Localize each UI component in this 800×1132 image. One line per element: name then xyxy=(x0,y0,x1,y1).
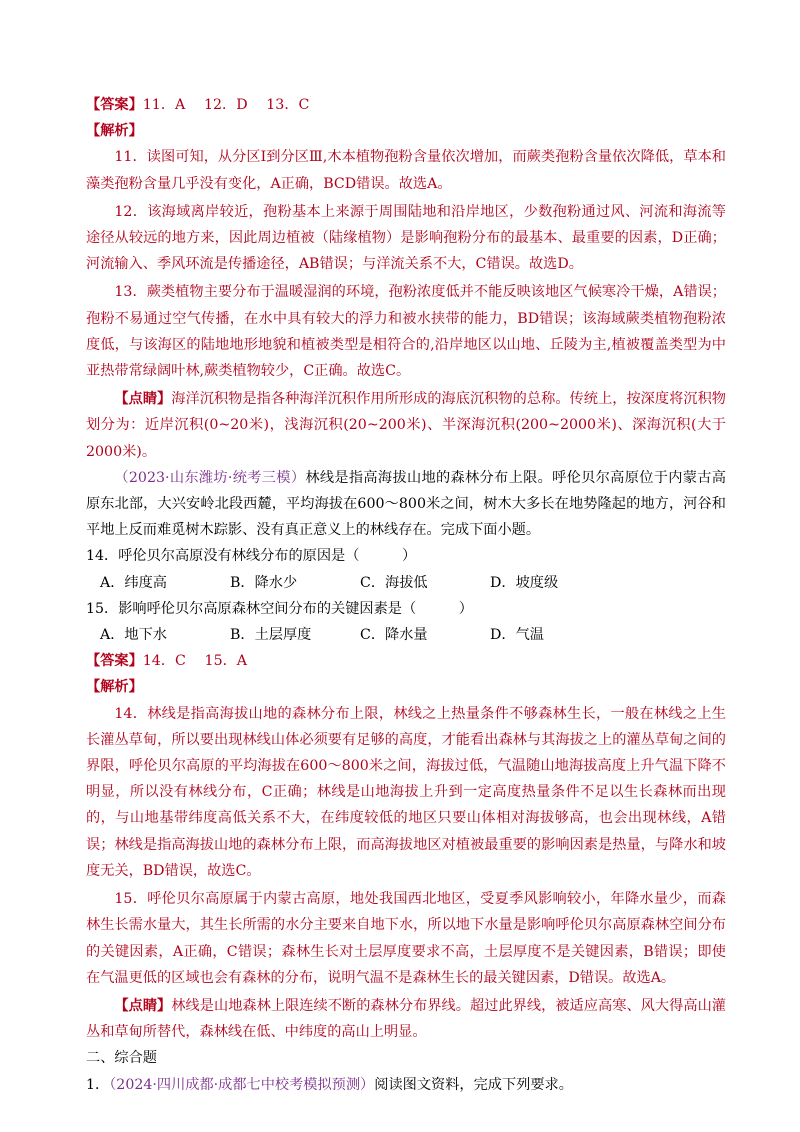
passage xyxy=(86,465,726,544)
option-15-b: B．土层厚度 xyxy=(230,627,312,644)
analysis-q12: 12．该海域离岸较近，孢粉基本上来源于周围陆地和沿岸地区，少数孢粉通过风、河流和海流等途径从较远的地方来，因此周边植被（陆缘植物）是影响孢粉分布的最基本、最重要的因素，D正确；河流输入、季风环流是传播途径，AB错误；与洋流关系不大，C错误。故选D。 xyxy=(86,203,726,273)
option-14-a: A．纬度高 xyxy=(100,574,167,591)
section-heading: 二、综合题 xyxy=(86,1050,157,1067)
analysis-q14: 14．林线是指高海拔山地的森林分布上限，林线之上热量条件不够森林生长，一般在林线之上生长灌丛草甸，所以要出现林线山体必须要有足够的高度，才能看出森林与其海拔之上的灌丛草甸之间的界限，呼伦贝尔高原的平均海拔在600～800米之间，海拔过低，气温随山地海拔高度上升气温下降不明显，所以没有林线分布，C正确；林线是山地海拔上升到一定高度热量条件不足以生长森林而出现的，与山地基带纬度高低关系不大，在纬度较低的地区只要山体相对海拔够高，也会出现林线，A错误；林线是指高海拔山地的森林分布上限，而高海拔地区对植被最重要的影响因素是热量，与降水和坡度无关，BD错误，故选C。 xyxy=(86,705,726,879)
option-14-c: C．海拔低 xyxy=(360,574,428,591)
option-14-b: B．降水少 xyxy=(230,574,298,591)
answer-text: 11．A 12．D 13．C xyxy=(142,97,310,113)
passage-text: 林线是指高海拔山地的森林分布上限。呼伦贝尔高原位于内蒙古高原东北部，大兴安岭北段西麓，平均海拔在600～800米之间，树木大多长在地势隆起的地方，河谷和平地上反而难觅树木踪影、没有真正意义上的林线存在。完成下面小题。 xyxy=(86,469,726,539)
question-1-source: （2024·四川成都·成都七中校考模拟预测） xyxy=(109,1076,375,1093)
question-15-stem: 15．影响呼伦贝尔高原森林空间分布的关键因素是（ ） xyxy=(86,600,473,617)
analysis-q13: 13．蕨类植物主要分布于温暖湿润的环境，孢粉浓度低并不能反映该地区气候寒冷干燥，A错误；孢粉不易通过空气传播，在水中具有较大的浮力和被水挟带的能力，BD错误；该海域蕨类植物孢粉浓度低，与该海区的陆地地形地貌和植被类型是相符合的,沿岸地区以山地、丘陵为主,植被覆盖类型为中亚热带常绿阔叶林,蕨类植物较少，C正确。故选C。 xyxy=(86,284,726,380)
question-1-intro: 1．（2024·四川成都·成都七中校考模拟预测）阅读图文资料，完成下列要求。 xyxy=(86,1076,573,1093)
option-14-d: D．坡度级 xyxy=(490,574,559,591)
analysis-tag-2: 【解析】 xyxy=(86,679,143,696)
answer-tag: 【答案】 xyxy=(86,97,143,113)
question-14-stem: 14．呼伦贝尔高原没有林线分布的原因是（ ） xyxy=(86,548,417,565)
option-15-c: C．降水量 xyxy=(360,627,428,644)
tip-1: 【点睛】海洋沉积物是指各种海洋沉积作用所形成的海底沉积物的总称。传统上，按深度将沉积物划分为：近岸沉积(0~20米)，浅海沉积(20~200米)、半深海沉积(200~2000米)、深海沉积(大于2000米)。 xyxy=(86,391,726,460)
question-15-options xyxy=(86,622,726,648)
question-14-options xyxy=(86,570,726,596)
answer-line-1 xyxy=(86,92,726,118)
passage-source: （2023·山东潍坊·统考三模） xyxy=(114,469,306,486)
option-15-d: D．气温 xyxy=(490,627,544,644)
option-15-a: A．地下水 xyxy=(100,627,167,644)
analysis-q15: 15．呼伦贝尔高原属于内蒙古高原，地处我国西北地区，受夏季风影响较小，年降水量少，而森林生长需水量大，其生长所需的水分主要来自地下水，所以地下水量是影响呼伦贝尔高原森林空间分布的关键因素，A正确，C错误；森林生长对土层厚度要求不高，土层厚度不是关键因素，B错误；即使在气温更低的区域也会有森林的分布，说明气温不是森林生长的最关键因素，D错误。故选A。 xyxy=(86,891,726,986)
analysis-tag-1: 【解析】 xyxy=(86,123,143,140)
tip-2: 【点睛】林线是山地森林上限连续不断的森林分布界线。超过此界线，被适应高寒、风大得高山灌丛和草甸所替代，森林线在低、中纬度的高山上明显。 xyxy=(86,997,726,1041)
answer-line-2: 【答案】14．C 15．A xyxy=(86,653,248,670)
analysis-q11: 11．读图可知，从分区Ⅰ到分区Ⅲ,木本植物孢粉含量依次增加，而蕨类孢粉含量依次降低，草本和藻类孢粉含量几乎没有变化，A正确，BCD错误。故选A。 xyxy=(86,149,726,192)
document-content xyxy=(86,92,726,1098)
